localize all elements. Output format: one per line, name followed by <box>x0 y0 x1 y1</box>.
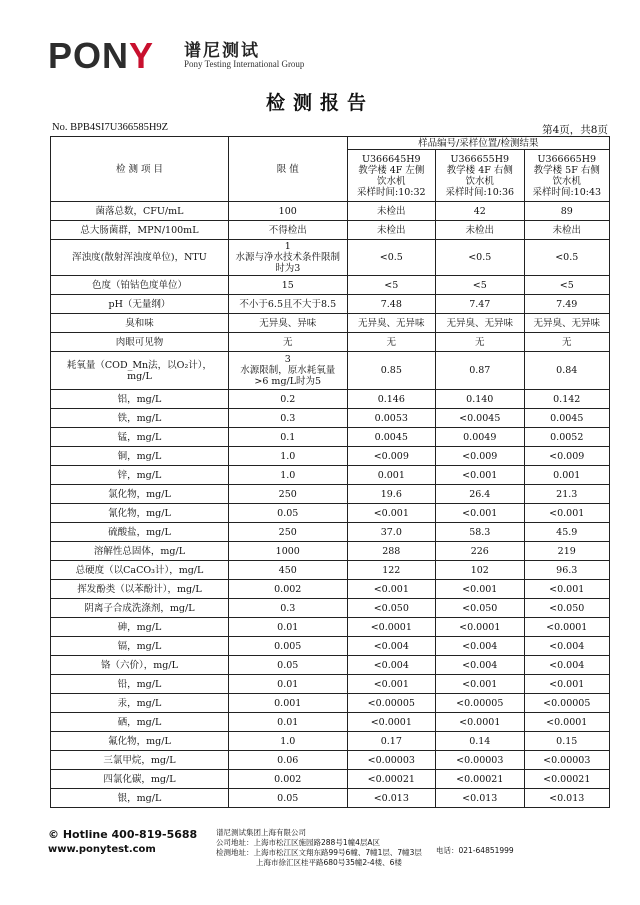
result-cell: 122 <box>347 561 435 580</box>
report-number: No. BPB4SI7U366585H9Z <box>52 122 169 133</box>
item-cell: 耗氧量（COD_Mn法，以O₂计）， mg/L <box>51 352 229 390</box>
result-cell: 0.17 <box>347 732 435 751</box>
item-cell: 铁，mg/L <box>51 409 229 428</box>
result-cell: 0.14 <box>436 732 524 751</box>
sample-header <box>524 150 610 202</box>
result-cell: 7.47 <box>436 295 524 314</box>
limit-cell: 250 <box>228 523 347 542</box>
result-cell: <0.001 <box>524 580 610 599</box>
result-cell: <0.0001 <box>347 713 435 732</box>
result-cell: <0.013 <box>347 789 435 808</box>
result-cell: 无 <box>524 333 610 352</box>
limit-cell: 0.002 <box>228 770 347 789</box>
limit-cell: 1000 <box>228 542 347 561</box>
table-row <box>51 675 610 694</box>
table-row <box>51 789 610 808</box>
item-cell: 总大肠菌群，MPN/100mL <box>51 221 229 240</box>
table-row <box>51 618 610 637</box>
copyright-icon: © <box>48 828 59 841</box>
result-cell: <0.004 <box>347 656 435 675</box>
limit-cell: 0.05 <box>228 656 347 675</box>
item-cell: 硫酸盐，mg/L <box>51 523 229 542</box>
result-cell: 26.4 <box>436 485 524 504</box>
result-cell: 0.146 <box>347 390 435 409</box>
result-cell: <0.050 <box>436 599 524 618</box>
lab-address: 检测地址：上海市松江区文翔东路99号6幢、7幢1层、7幢3层 <box>216 848 422 857</box>
limit-cell: 3 水源限制，原水耗氧量 >6 mg/L时为5 <box>228 352 347 390</box>
result-cell: <0.00003 <box>524 751 610 770</box>
result-cell: 89 <box>524 202 610 221</box>
company-logo <box>48 32 348 82</box>
table-row <box>51 276 610 295</box>
result-cell: <0.001 <box>347 580 435 599</box>
result-cell: 7.48 <box>347 295 435 314</box>
sample-header-line: U366665H9 <box>537 153 597 165</box>
result-cell: 37.0 <box>347 523 435 542</box>
result-cell: <0.0045 <box>436 409 524 428</box>
table-row <box>51 656 610 675</box>
result-cell: <0.001 <box>436 580 524 599</box>
result-cell: <5 <box>347 276 435 295</box>
limit-cell: 1.0 <box>228 732 347 751</box>
table-row <box>51 599 610 618</box>
limit-cell: 0.005 <box>228 637 347 656</box>
result-cell: 96.3 <box>524 561 610 580</box>
limit-cell: 250 <box>228 485 347 504</box>
address-block <box>216 828 422 868</box>
sample-header-line: 教学楼 5F 右侧 <box>533 164 600 176</box>
result-cell: 226 <box>436 542 524 561</box>
result-cell: <0.050 <box>524 599 610 618</box>
item-cell: 臭和味 <box>51 314 229 333</box>
table-row <box>51 751 610 770</box>
result-cell: 无异臭、无异味 <box>436 314 524 333</box>
table-row <box>51 295 610 314</box>
limit-cell: 1 水源与净水技术条件限制 时为3 <box>228 240 347 276</box>
result-cell: 58.3 <box>436 523 524 542</box>
result-cell: 未检出 <box>524 221 610 240</box>
result-cell: <0.5 <box>524 240 610 276</box>
item-cell: 硒，mg/L <box>51 713 229 732</box>
result-cell: 0.0045 <box>347 428 435 447</box>
table-row <box>51 485 610 504</box>
limit-cell: 1.0 <box>228 447 347 466</box>
item-cell: 菌落总数，CFU/mL <box>51 202 229 221</box>
phone: 电话：021-64851999 <box>436 846 514 855</box>
sample-header-line: 饮水机 <box>465 175 495 187</box>
sample-group-header: 样品编号/采样位置/检测结果 <box>347 137 609 150</box>
table-row <box>51 504 610 523</box>
table-row <box>51 561 610 580</box>
item-cell: 色度（铂钴色度单位） <box>51 276 229 295</box>
result-cell: <0.00021 <box>347 770 435 789</box>
result-cell: 无异臭、无异味 <box>524 314 610 333</box>
sample-header <box>347 150 435 202</box>
result-cell: <0.0001 <box>347 618 435 637</box>
item-cell: 铝，mg/L <box>51 390 229 409</box>
result-cell: 0.0053 <box>347 409 435 428</box>
logo-mark: PONY <box>48 35 155 76</box>
result-cell: <0.5 <box>436 240 524 276</box>
result-cell: 0.140 <box>436 390 524 409</box>
report-title: 检测报告 <box>265 92 374 114</box>
result-cell: 无异臭、无异味 <box>347 314 435 333</box>
item-cell: 总硬度（以CaCO₃计），mg/L <box>51 561 229 580</box>
table-row <box>51 732 610 751</box>
result-cell: <0.0001 <box>436 618 524 637</box>
hotline: © Hotline 400-819-5688 <box>48 828 198 841</box>
result-cell: 未检出 <box>436 221 524 240</box>
result-cell: <0.00003 <box>347 751 435 770</box>
results-table <box>50 136 610 808</box>
result-cell: <0.050 <box>347 599 435 618</box>
result-cell: 0.85 <box>347 352 435 390</box>
result-cell: <0.00021 <box>436 770 524 789</box>
result-cell: 0.0052 <box>524 428 610 447</box>
result-cell: 102 <box>436 561 524 580</box>
table-row <box>51 713 610 732</box>
result-cell: <0.004 <box>524 637 610 656</box>
item-cell: 铜，mg/L <box>51 447 229 466</box>
result-cell: <0.004 <box>436 656 524 675</box>
table-row <box>51 523 610 542</box>
item-cell: 砷，mg/L <box>51 618 229 637</box>
table-row <box>51 352 610 390</box>
result-cell: <0.013 <box>524 789 610 808</box>
table-row <box>51 221 610 240</box>
result-cell: <0.004 <box>524 656 610 675</box>
result-cell: <0.013 <box>436 789 524 808</box>
limit-cell: 无异臭、异味 <box>228 314 347 333</box>
table-row <box>51 409 610 428</box>
result-cell: <0.001 <box>347 675 435 694</box>
limit-cell: 0.3 <box>228 599 347 618</box>
table-row <box>51 770 610 789</box>
company-name: 谱尼测试集团上海有限公司 <box>216 828 306 837</box>
result-cell: <0.0001 <box>436 713 524 732</box>
result-cell: 0.001 <box>524 466 610 485</box>
item-header: 检 测 项 目 <box>51 137 229 202</box>
result-cell: <0.004 <box>347 637 435 656</box>
result-cell: 42 <box>436 202 524 221</box>
limit-cell: 不得检出 <box>228 221 347 240</box>
limit-cell: 0.1 <box>228 428 347 447</box>
result-cell: 0.142 <box>524 390 610 409</box>
result-cell: <0.5 <box>347 240 435 276</box>
sample-header-line: 教学楼 4F 右侧 <box>446 164 513 176</box>
website: www.ponytest.com <box>48 844 156 855</box>
page-info: 第4页，共8页 <box>542 124 608 136</box>
sample-header <box>436 150 524 202</box>
item-cell: 挥发酚类（以苯酚计），mg/L <box>51 580 229 599</box>
result-cell: 无 <box>436 333 524 352</box>
result-cell: 0.0045 <box>524 409 610 428</box>
result-cell: <0.00005 <box>347 694 435 713</box>
result-cell: <0.0001 <box>524 713 610 732</box>
result-cell: <5 <box>524 276 610 295</box>
item-cell: 肉眼可见物 <box>51 333 229 352</box>
sample-header-line: 采样时间:10:36 <box>445 186 515 198</box>
table-row <box>51 580 610 599</box>
result-cell: <0.004 <box>436 637 524 656</box>
limit-cell: 1.0 <box>228 466 347 485</box>
limit-cell: 无 <box>228 333 347 352</box>
result-cell: <0.001 <box>524 675 610 694</box>
result-cell: <0.00021 <box>524 770 610 789</box>
result-cell: 0.15 <box>524 732 610 751</box>
result-cell: 45.9 <box>524 523 610 542</box>
result-cell: <0.009 <box>436 447 524 466</box>
item-cell: 锌，mg/L <box>51 466 229 485</box>
result-cell: 0.87 <box>436 352 524 390</box>
item-cell: 氟化物，mg/L <box>51 732 229 751</box>
item-cell: 浑浊度(散射浑浊度单位)，NTU <box>51 240 229 276</box>
item-cell: 溶解性总固体，mg/L <box>51 542 229 561</box>
sample-header-line: 采样时间:10:43 <box>532 186 602 198</box>
table-row <box>51 694 610 713</box>
limit-cell: 450 <box>228 561 347 580</box>
table-row <box>51 447 610 466</box>
limit-cell: 100 <box>228 202 347 221</box>
result-cell: <0.0001 <box>524 618 610 637</box>
limit-cell: 0.2 <box>228 390 347 409</box>
table-row <box>51 240 610 276</box>
company-address: 公司地址：上海市松江区施园路288号1幢4层A区 <box>216 838 380 847</box>
item-cell: pH（无量纲） <box>51 295 229 314</box>
sample-header-line: 教学楼 4F 左侧 <box>358 164 425 176</box>
result-cell: <0.001 <box>524 504 610 523</box>
result-cell: 21.3 <box>524 485 610 504</box>
sample-header-line: 饮水机 <box>552 175 581 187</box>
item-cell: 铬（六价），mg/L <box>51 656 229 675</box>
sample-header-line: U366645H9 <box>361 153 421 165</box>
item-cell: 铅，mg/L <box>51 675 229 694</box>
item-cell: 四氯化碳，mg/L <box>51 770 229 789</box>
table-row <box>51 202 610 221</box>
result-cell: 219 <box>524 542 610 561</box>
limit-cell: 0.06 <box>228 751 347 770</box>
result-cell: 0.84 <box>524 352 610 390</box>
limit-cell: 0.001 <box>228 694 347 713</box>
result-cell: 未检出 <box>347 202 435 221</box>
result-cell: <0.00005 <box>524 694 610 713</box>
table-row <box>51 542 610 561</box>
limit-header: 限 值 <box>228 137 347 202</box>
result-cell: <0.00005 <box>436 694 524 713</box>
limit-cell: 0.05 <box>228 789 347 808</box>
table-row <box>51 390 610 409</box>
limit-cell: 0.01 <box>228 713 347 732</box>
result-cell: <0.001 <box>436 504 524 523</box>
result-cell: 0.001 <box>347 466 435 485</box>
table-row <box>51 637 610 656</box>
lab-address-2: 上海市徐汇区桂平路680号35幢2-4楼、6楼 <box>256 858 402 867</box>
result-cell: <0.001 <box>436 675 524 694</box>
result-cell: <0.00003 <box>436 751 524 770</box>
company-name-cn: 谱尼测试 <box>184 41 260 61</box>
table-row <box>51 333 610 352</box>
result-cell: <0.009 <box>524 447 610 466</box>
result-cell: <5 <box>436 276 524 295</box>
result-cell: <0.001 <box>347 504 435 523</box>
item-cell: 阴离子合成洗涤剂，mg/L <box>51 599 229 618</box>
result-cell: 无 <box>347 333 435 352</box>
limit-cell: 不小于6.5且不大于8.5 <box>228 295 347 314</box>
table-row <box>51 314 610 333</box>
limit-cell: 0.05 <box>228 504 347 523</box>
item-cell: 银，mg/L <box>51 789 229 808</box>
limit-cell: 15 <box>228 276 347 295</box>
table-row <box>51 428 610 447</box>
result-cell: <0.009 <box>347 447 435 466</box>
result-cell: 未检出 <box>347 221 435 240</box>
item-cell: 锰，mg/L <box>51 428 229 447</box>
table-row <box>51 466 610 485</box>
company-name-en: Pony Testing International Group <box>184 59 305 69</box>
item-cell: 汞，mg/L <box>51 694 229 713</box>
result-cell: <0.001 <box>436 466 524 485</box>
item-cell: 氯化物，mg/L <box>51 485 229 504</box>
sample-header-line: U366655H9 <box>450 153 510 165</box>
result-cell: 288 <box>347 542 435 561</box>
limit-cell: 0.01 <box>228 618 347 637</box>
limit-cell: 0.3 <box>228 409 347 428</box>
sample-header-line: 饮水机 <box>377 175 406 187</box>
item-cell: 镉，mg/L <box>51 637 229 656</box>
result-cell: 0.0049 <box>436 428 524 447</box>
limit-cell: 0.01 <box>228 675 347 694</box>
item-cell: 三氯甲烷，mg/L <box>51 751 229 770</box>
result-cell: 19.6 <box>347 485 435 504</box>
result-cell: 7.49 <box>524 295 610 314</box>
limit-cell: 0.002 <box>228 580 347 599</box>
sample-header-line: 采样时间:10:32 <box>357 186 426 198</box>
item-cell: 氰化物，mg/L <box>51 504 229 523</box>
